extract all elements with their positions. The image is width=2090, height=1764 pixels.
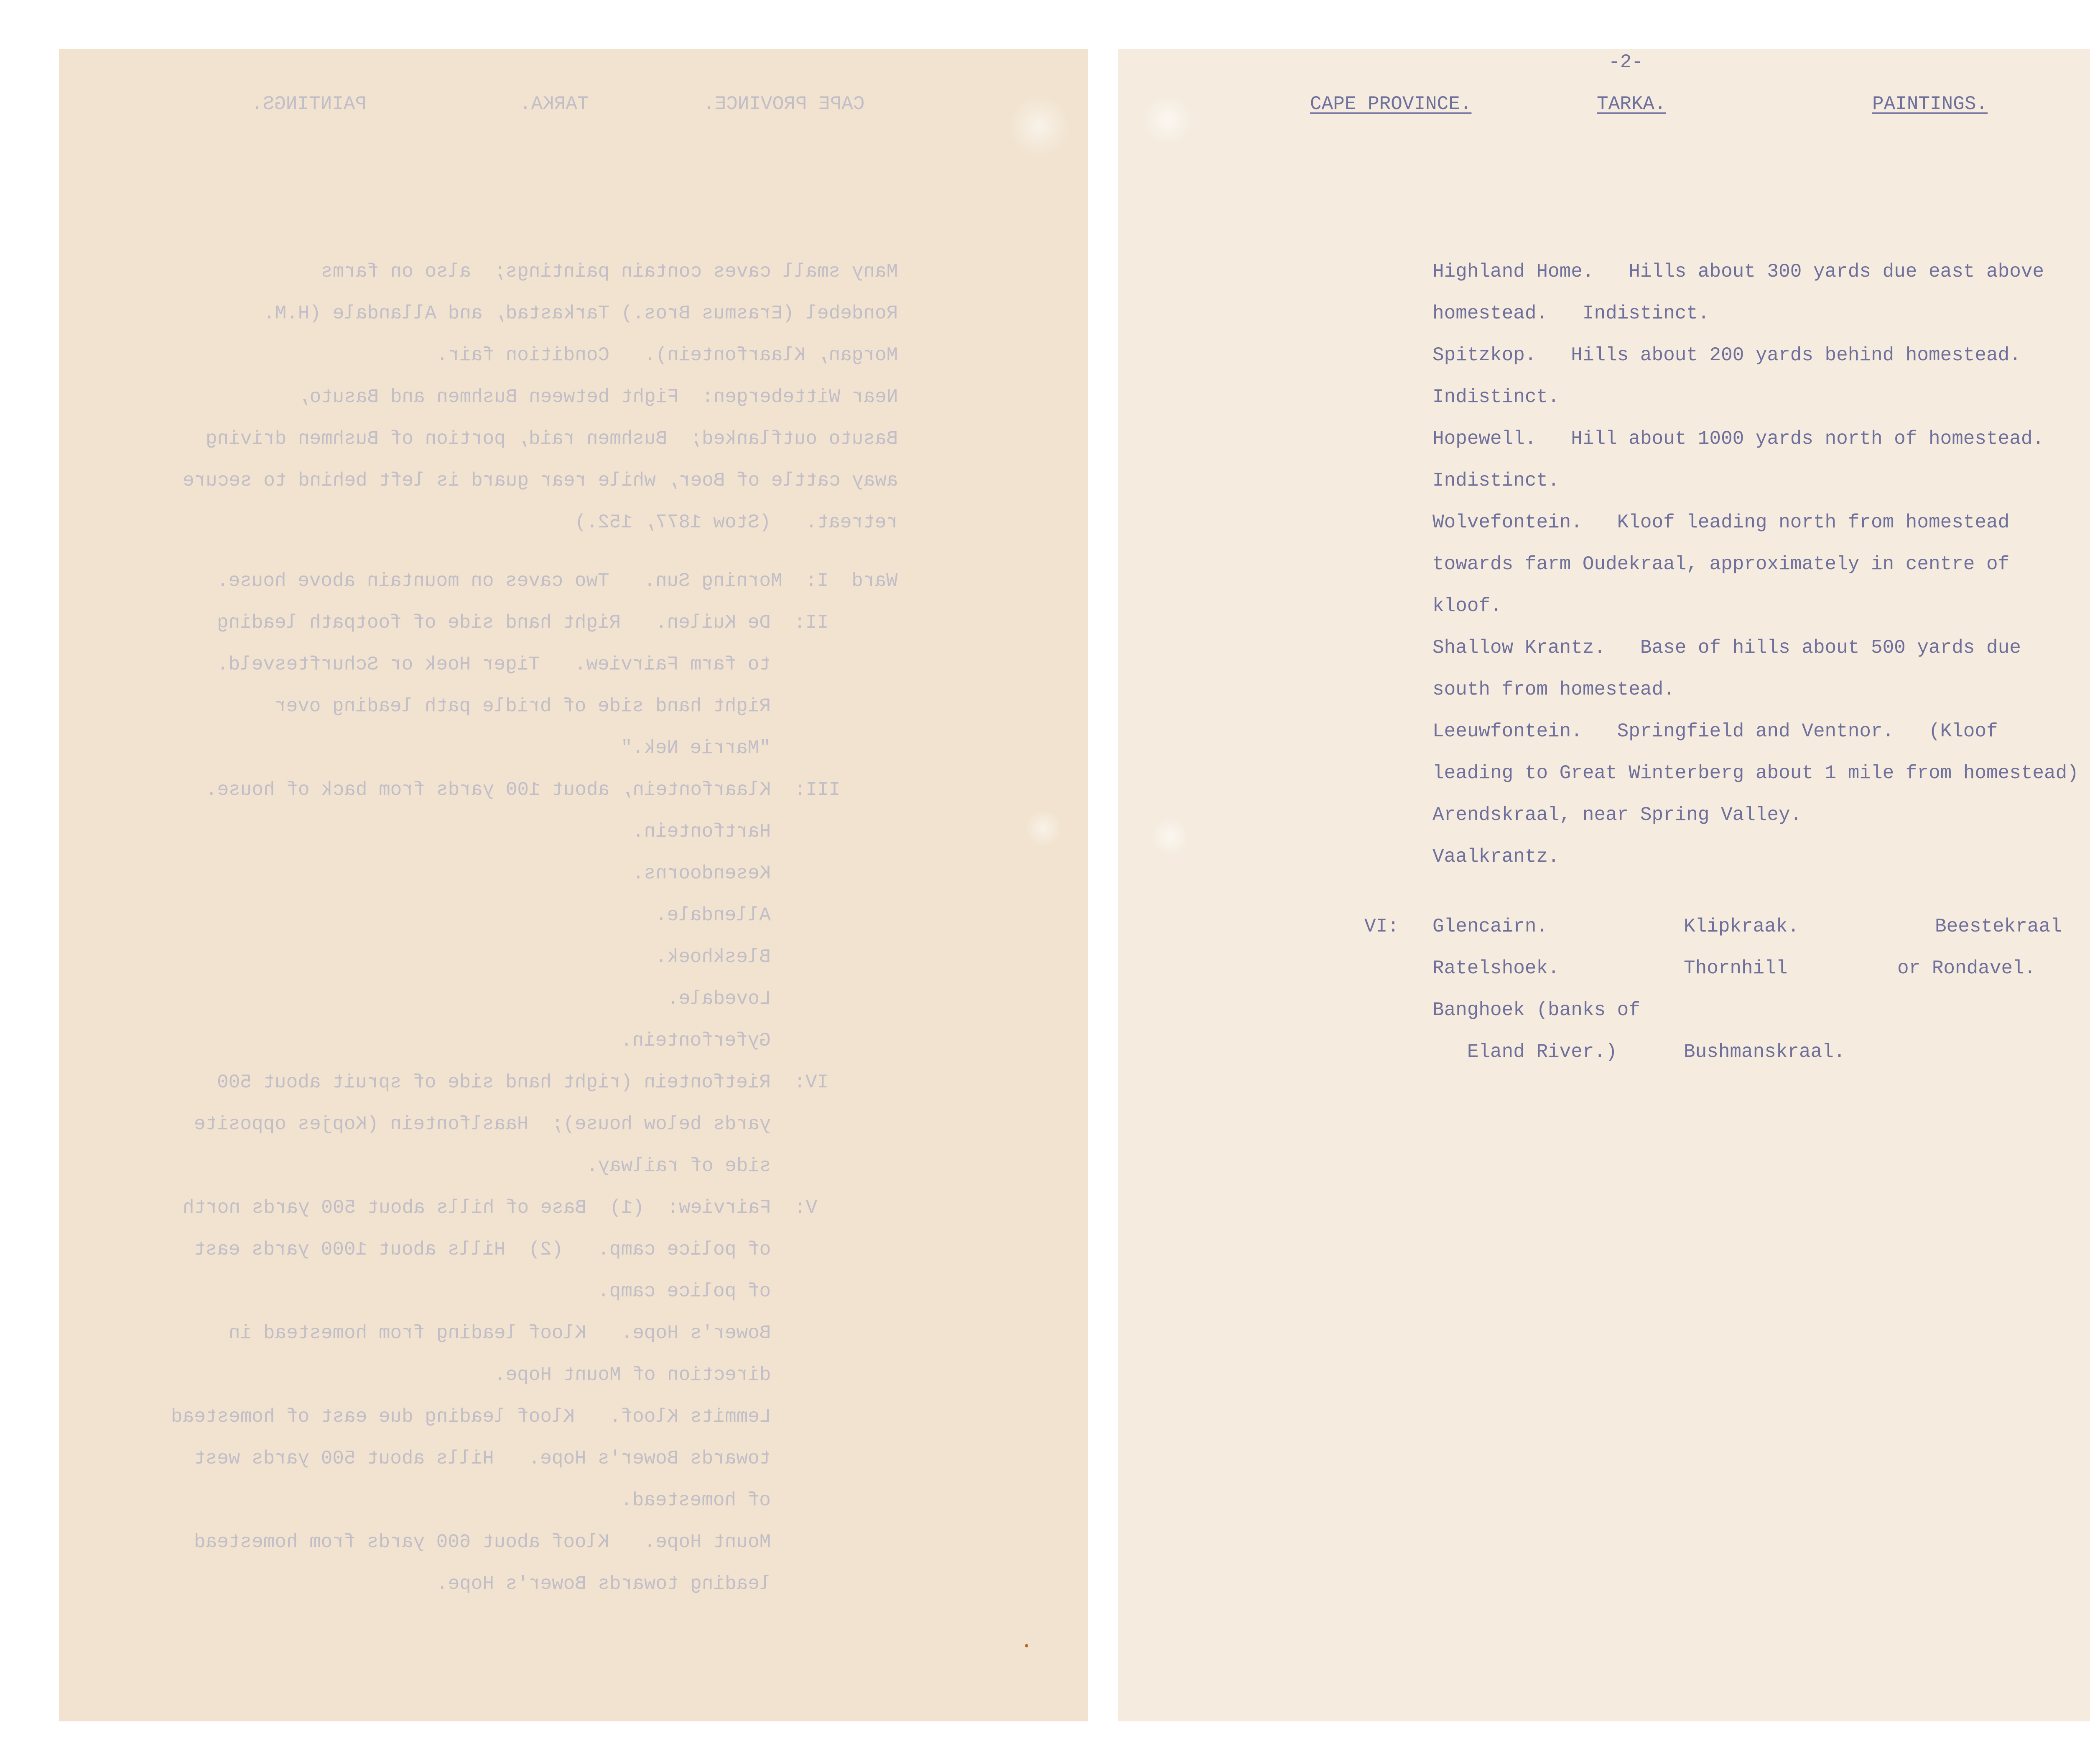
ward-vi-farm: Ratelshoek. [1432, 957, 1560, 979]
ward-vi-farm: Bushmanskraal. [1684, 1041, 1845, 1063]
ghost-line: yards below house); Haaslfontein (Kopjes opposite [194, 1113, 898, 1135]
entry-line: Spitzkop. Hills about 200 yards behind homestead. [1432, 344, 2021, 366]
ward-vi-farm: Eland River.) [1432, 1041, 1617, 1063]
paper-blemish [1143, 95, 1193, 145]
paper-blemish [1008, 95, 1070, 158]
ghost-line: Basuto outflanked; Bushmen raid, portion of Bushmen driving [205, 428, 898, 450]
ghost-line: Near Wittebergen: Fight between Bushmen and Basuto, [298, 386, 898, 408]
ghost-line: Rondebel (Erasmus Bros.) Tarkastad, and Allandale (H.M. [263, 303, 898, 324]
entry-line: Wolvefontein. Kloof leading north from homestead [1432, 512, 2010, 533]
ghost-line: Mount Hope. Kloof about 600 yards from homestead [194, 1531, 898, 1553]
ghost-line: Right hand side of bridle path leading over [275, 695, 898, 717]
paper-blemish [1151, 818, 1189, 855]
entry-line: leading to Great Winterberg about 1 mile from homestead) [1432, 762, 2079, 784]
ward-vi-label: VI: [1364, 916, 1399, 937]
ward-vi-farm: Glencairn. [1432, 916, 1548, 937]
paper-blemish [1025, 809, 1062, 847]
header-district: TARKA. [1597, 93, 1666, 115]
entry-line: Indistinct. [1432, 470, 1560, 491]
ghost-line: V: Fairview: (1) Base of hills about 500 yards north [182, 1197, 898, 1219]
ghost-line: direction of Mount Hope. [494, 1364, 898, 1386]
ward-vi-farm: Klipkraak. [1684, 916, 1799, 937]
ghost-line: Kesendoorns. [632, 863, 898, 884]
ghost-line: Allendale. [655, 904, 898, 926]
entry-line: Indistinct. [1432, 386, 1560, 408]
left-page-verso [59, 49, 1088, 1721]
ghost-header-province: CAPE PROVINCE. [703, 93, 865, 115]
ghost-line: Lemmits Kloof. Kloof leading due east of homestead [171, 1406, 898, 1428]
header-province: CAPE PROVINCE. [1310, 93, 1472, 115]
ghost-line: of homestead. [621, 1489, 898, 1511]
ghost-line: away cattle of Boer, while rear guard is left behind to secure [182, 470, 898, 491]
ghost-line: of police camp. (2) Hills about 1000 yards east [194, 1239, 898, 1260]
entry-line: Vaalkrantz. [1432, 846, 1560, 868]
ghost-line: IV: Rietfontein (right hand side of spruit about 500 [217, 1072, 898, 1093]
ghost-line: II: De Kuilen. Right hand side of footpath leading [217, 612, 898, 634]
ghost-line: III: Klaarfontein, about 100 yards from back of house. [205, 779, 898, 801]
ghost-header-district: TARKA. [520, 93, 589, 115]
entry-line: towards farm Oudekraal, approximately in centre of [1432, 553, 2010, 575]
ghost-line: Morgan, Klaarfontein). Condition fair. [436, 344, 898, 366]
ghost-line: towards Bower's Hope. Hills about 500 yards west [194, 1448, 898, 1469]
ghost-line: "Marrie Nek." [621, 737, 898, 759]
ghost-line: Ward I: Morning Sun. Two caves on mountain above house. [217, 570, 898, 592]
entry-line: kloof. [1432, 595, 1502, 617]
ghost-line: to farm Fairview. Tiger Hoek or Schurftesveld. [217, 654, 898, 675]
ghost-line: of police camp. [598, 1280, 898, 1302]
entry-line: Hopewell. Hill about 1000 yards north of homestead. [1432, 428, 2044, 450]
ghost-line: Bleskhoek. [655, 946, 898, 968]
ghost-line: Lovedale. [667, 988, 898, 1010]
entry-line: Leeuwfontein. Springfield and Ventnor. (Kloof [1432, 720, 1998, 742]
right-page-document [1118, 49, 2090, 1721]
ghost-line: Gyferfontein. [621, 1030, 898, 1051]
entry-line: homestead. Indistinct. [1432, 303, 1710, 324]
ghost-line: Bower's Hope. Kloof leading from homestead in [228, 1322, 898, 1344]
ward-vi-farm: Beestekraal [1935, 916, 2062, 937]
ward-vi-farm: or Rondavel. [1897, 957, 2036, 979]
entry-line: Highland Home. Hills about 300 yards due east above [1432, 261, 2044, 283]
entry-line: Shallow Krantz. Base of hills about 500 yards due [1432, 637, 2021, 659]
ghost-line: Hartfontein. [632, 821, 898, 843]
entry-line: south from homestead. [1432, 679, 1675, 700]
ward-vi-farm: Banghoek (banks of [1432, 999, 1640, 1021]
ghost-line: leading towards Bower's Hope. [436, 1573, 898, 1595]
entry-line: Arendskraal, near Spring Valley. [1432, 804, 1802, 826]
ghost-header-subject: PAINTINGS. [251, 93, 367, 115]
header-subject: PAINTINGS. [1872, 93, 1988, 115]
page-number: -2- [1608, 51, 1643, 73]
ghost-line: Many small caves contain paintings; also on farms [321, 261, 898, 283]
ghost-line: retreat. (Stow 1877, 152.) [575, 512, 898, 533]
ward-vi-farm: Thornhill [1684, 957, 1788, 979]
paper-speck [1025, 1644, 1028, 1647]
ghost-line: side of railway. [586, 1155, 898, 1177]
